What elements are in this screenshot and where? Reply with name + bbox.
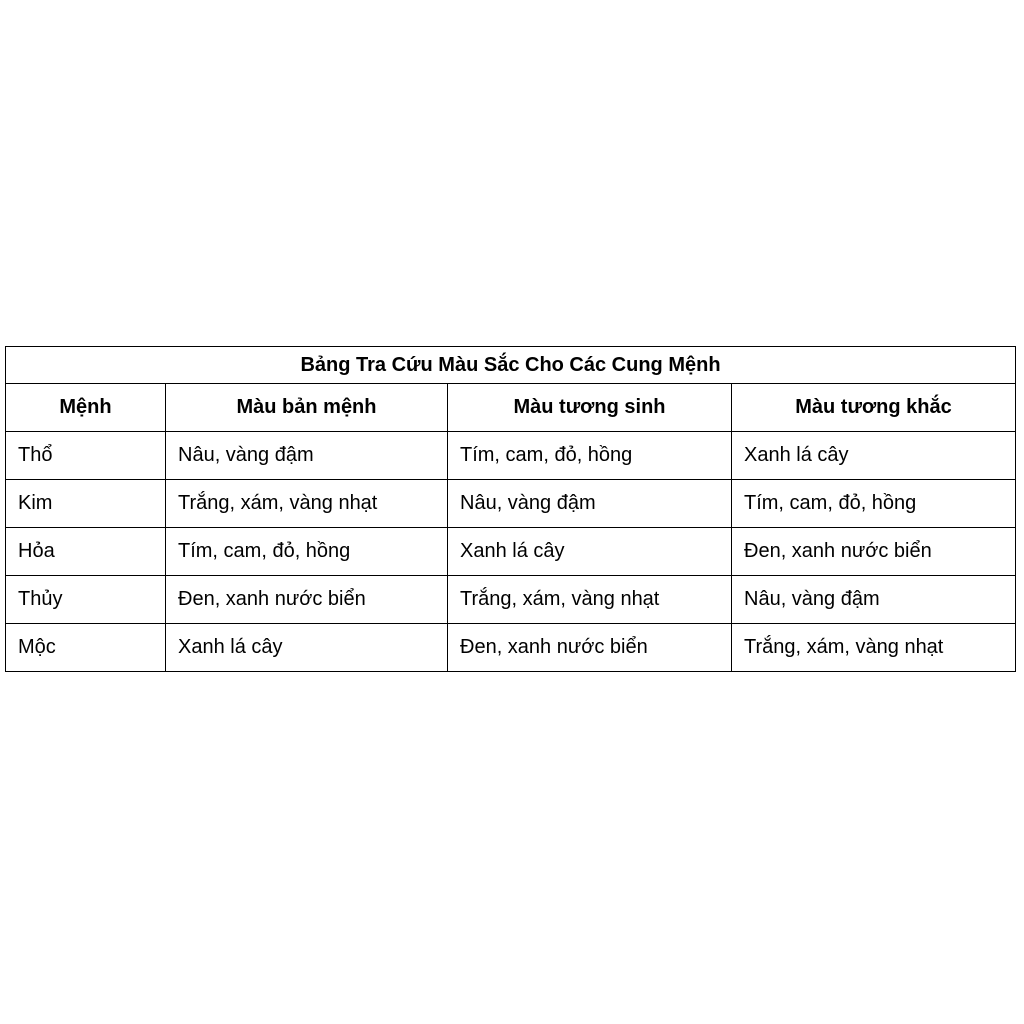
- cell-mau-tuong-sinh: Trắng, xám, vàng nhạt: [448, 576, 732, 624]
- cell-mau-tuong-khac: Đen, xanh nước biển: [732, 528, 1016, 576]
- cell-mau-ban-menh: Nâu, vàng đậm: [166, 432, 448, 480]
- cell-menh: Hỏa: [6, 528, 166, 576]
- table-row: [6, 480, 1016, 528]
- cell-mau-ban-menh: Trắng, xám, vàng nhạt: [166, 480, 448, 528]
- cell-menh: Mộc: [6, 624, 166, 672]
- column-header-mau-tuong-sinh: Màu tương sinh: [448, 384, 732, 432]
- column-header-menh: Mệnh: [6, 384, 166, 432]
- cell-mau-tuong-sinh: Xanh lá cây: [448, 528, 732, 576]
- table-title: Bảng Tra Cứu Màu Sắc Cho Các Cung Mệnh: [6, 347, 1016, 384]
- table-row: [6, 576, 1016, 624]
- table-header-row: [6, 384, 1016, 432]
- table-row: [6, 528, 1016, 576]
- table-title-row: [6, 347, 1016, 384]
- table-row: [6, 624, 1016, 672]
- cell-mau-tuong-khac: Xanh lá cây: [732, 432, 1016, 480]
- cell-menh: Kim: [6, 480, 166, 528]
- cell-mau-tuong-khac: Nâu, vàng đậm: [732, 576, 1016, 624]
- cell-menh: Thủy: [6, 576, 166, 624]
- cell-mau-tuong-sinh: Tím, cam, đỏ, hồng: [448, 432, 732, 480]
- cell-mau-tuong-sinh: Đen, xanh nước biển: [448, 624, 732, 672]
- cell-mau-ban-menh: Đen, xanh nước biển: [166, 576, 448, 624]
- cell-menh: Thổ: [6, 432, 166, 480]
- cell-mau-tuong-khac: Tím, cam, đỏ, hồng: [732, 480, 1016, 528]
- color-lookup-table: [5, 346, 1016, 672]
- cell-mau-tuong-khac: Trắng, xám, vàng nhạt: [732, 624, 1016, 672]
- column-header-mau-ban-menh: Màu bản mệnh: [166, 384, 448, 432]
- table-row: [6, 432, 1016, 480]
- cell-mau-ban-menh: Tím, cam, đỏ, hồng: [166, 528, 448, 576]
- cell-mau-tuong-sinh: Nâu, vàng đậm: [448, 480, 732, 528]
- column-header-mau-tuong-khac: Màu tương khắc: [732, 384, 1016, 432]
- cell-mau-ban-menh: Xanh lá cây: [166, 624, 448, 672]
